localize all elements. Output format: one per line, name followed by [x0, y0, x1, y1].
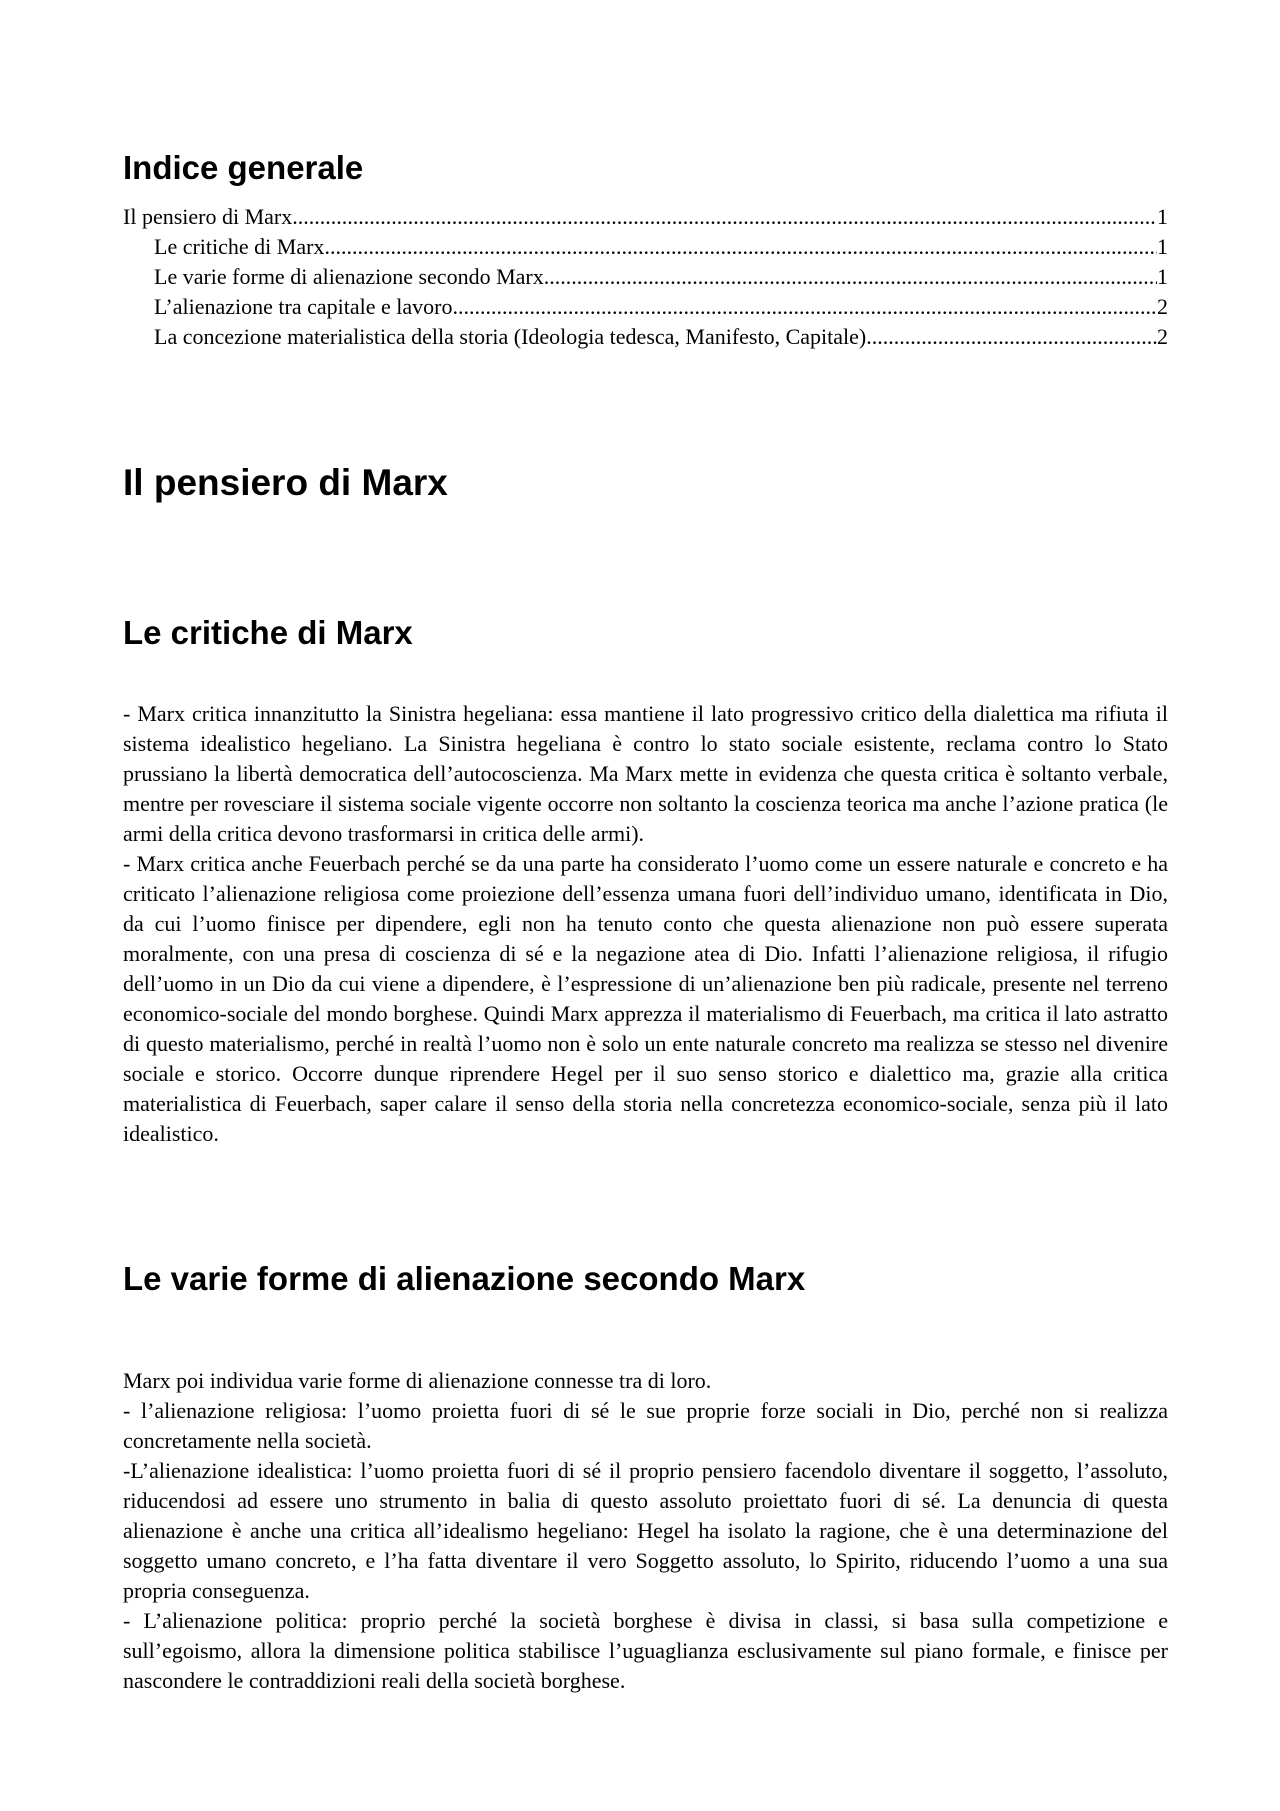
toc-leader-dots — [452, 292, 1157, 322]
paragraph: - l’alienazione religiosa: l’uomo proietta fuori di sé le sue proprie forze sociali in Dio, perché non si realizza concretamente nella società. — [123, 1398, 1168, 1453]
toc-entry[interactable] — [123, 232, 1168, 262]
toc-entry-text: Le critiche di Marx — [154, 234, 325, 259]
toc-entry-page: 2 — [1157, 294, 1168, 319]
toc-entry-page: 1 — [1157, 234, 1168, 259]
toc-entry[interactable] — [123, 292, 1168, 322]
toc-entry-text: Il pensiero di Marx — [123, 204, 293, 229]
paragraph: Marx poi individua varie forme di alienazione connesse tra di loro. — [123, 1368, 712, 1393]
toc-title: Indice generale — [123, 149, 364, 186]
section-body-alienazione — [123, 1366, 1168, 1696]
paragraph: - L’alienazione politica: proprio perché la società borghese è divisa in classi, si basa sulla competizione e sull’egoismo, allora la dimensione politica stabilisce l’uguaglianza esclusivamente sul piano formale, e finisce per nascondere le contraddizioni reali della società borghese. — [123, 1608, 1168, 1693]
table-of-contents — [123, 202, 1168, 352]
toc-entry-text: L’alienazione tra capitale e lavoro — [154, 294, 453, 319]
toc-entry-text: La concezione materialistica della storia (Ideologia tedesca, Manifesto, Capitale) — [154, 324, 867, 349]
section-body-critiche — [123, 699, 1168, 1149]
toc-entry-page: 1 — [1157, 264, 1168, 289]
toc-leader-dots — [324, 232, 1157, 262]
section-title-critiche: Le critiche di Marx — [123, 614, 413, 651]
toc-entry-page: 2 — [1157, 324, 1168, 349]
toc-leader-dots — [292, 202, 1157, 232]
toc-entry[interactable] — [123, 202, 1168, 232]
paragraph: - Marx critica anche Feuerbach perché se da una parte ha considerato l’uomo come un essere naturale e concreto e ha criticato l’alienazione religiosa come proiezione dell’essenza umana fuori dell’individuo umano, identificata in Dio, da cui l’uomo finisce per dipendere, egli non ha tenuto conto che questa alienazione non può essere superata moralmente, con una presa di coscienza di sé e la negazione atea di Dio. Infatti l’alienazione religiosa, il rifugio dell’uomo in un Dio da cui viene a dipendere, è l’espressione di un’alienazione ben più radicale, presente nel terreno economico-sociale del mondo borghese. Quindi Marx apprezza il materialismo di Feuerbach, ma critica il lato astratto di questo materialismo, perché in realtà l’uomo non è solo un ente naturale concreto ma realizza se stesso nel divenire sociale e storico. Occorre dunque riprendere Hegel per il suo senso storico e dialettico ma, grazie alla critica materialistica di Feuerbach, saper calare il senso della storia nella concretezza economico-sociale, senza più il lato idealistico. — [123, 851, 1168, 1146]
toc-leader-dots — [544, 262, 1157, 292]
toc-entry-page: 1 — [1157, 204, 1168, 229]
paragraph: -L’alienazione idealistica: l’uomo proietta fuori di sé il proprio pensiero facendolo diventare il soggetto, l’assoluto, riducendosi ad essere uno strumento in balia di questo assoluto proiettato fuori di sé. La denuncia di questa alienazione è anche una critica all’idealismo hegeliano: Hegel ha isolato la ragione, che è una determinazione del soggetto umano concreto, e l’ha fatta diventare il vero Soggetto assoluto, lo Spirito, riducendo l’uomo a una sua propria conseguenza. — [123, 1458, 1168, 1603]
toc-entry-text: Le varie forme di alienazione secondo Marx — [154, 264, 544, 289]
section-title-alienazione: Le varie forme di alienazione secondo Marx — [123, 1260, 806, 1297]
toc-entry[interactable] — [123, 262, 1168, 292]
toc-leader-dots — [866, 322, 1157, 352]
chapter-title: Il pensiero di Marx — [123, 462, 448, 503]
toc-entry[interactable] — [123, 322, 1168, 352]
paragraph: - Marx critica innanzitutto la Sinistra hegeliana: essa mantiene il lato progressivo critico della dialettica ma rifiuta il sistema idealistico hegeliano. La Sinistra hegeliana è contro lo stato sociale esistente, reclama contro lo Stato prussiano la libertà democratica dell’autocoscienza. Ma Marx mette in evidenza che questa critica è soltanto verbale, mentre per rovesciare il sistema sociale vigente occorre non soltanto la coscienza teorica ma anche l’azione pratica (le armi della critica devono trasformarsi in critica delle armi). — [123, 701, 1168, 846]
